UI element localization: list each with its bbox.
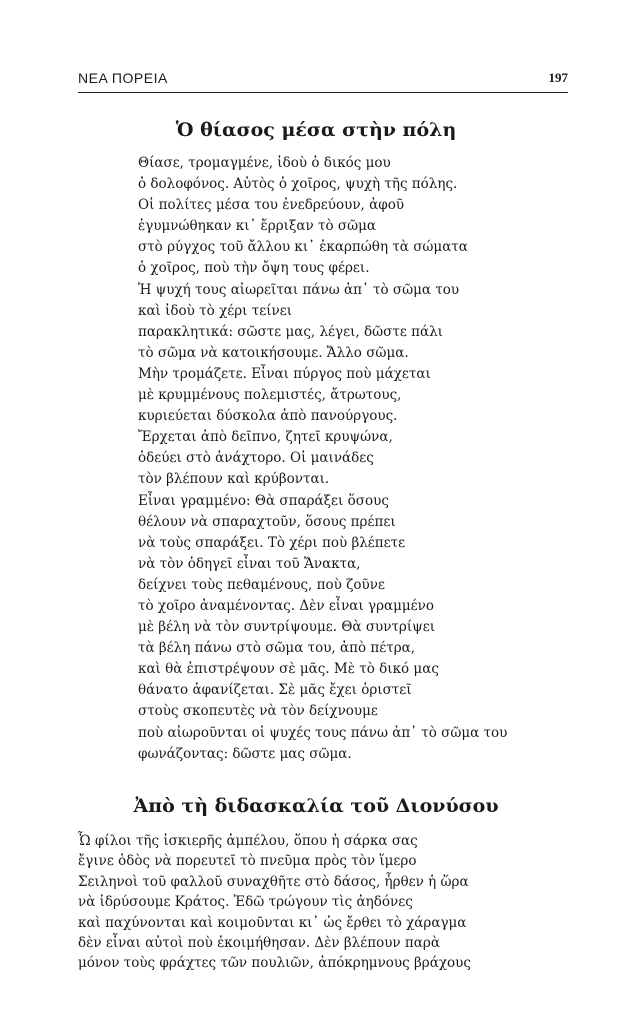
poem-line: νὰ ἱδρύσουμε Κράτος. Ἐδῶ τρώγουν τὶς ἀηδόνες	[78, 894, 413, 911]
poem-line: Μὴν τρομάζετε. Εἶναι πύργος ποὺ μάχεται	[138, 365, 431, 382]
poem-line: καὶ ἰδοὺ τὸ χέρι τείνει	[138, 302, 293, 319]
poem-line: κυριεύεται δύσκολα ἀπὸ πανούργους.	[138, 408, 398, 425]
poem-line: Ἡ ψυχή τους αἰωρεῖται πάνω ἀπ᾽ τὸ σῶμα του	[138, 281, 460, 298]
poem-line: τὰ βέλη πάνω στὸ σῶμα του, ἀπὸ πέτρα,	[138, 640, 416, 657]
poem-line: δὲν εἶναι αὐτοὶ ποὺ ἐκοιμήθησαν. Δὲν βλέπουν παρὰ	[78, 934, 440, 951]
poem-line: φωνάζοντας: δῶστε μας σῶμα.	[138, 745, 352, 762]
poem-line: Εἶναι γραμμένο: Θὰ σπαράξει ὅσους	[138, 492, 389, 509]
poem-line: νὰ τοὺς σπαράξει. Τὸ χέρι ποὺ βλέπετε	[138, 534, 406, 551]
poem-body	[78, 831, 578, 974]
poem-line: Σειληνοὶ τοῦ φαλλοῦ συναχθῆτε στὸ δάσος, ἦρθεν ἡ ὥρα	[78, 873, 469, 890]
poem-line: Ἔρχεται ἀπὸ δεῖπνο, ζητεῖ κρυψώνα,	[138, 429, 393, 446]
page-number: 197	[548, 70, 568, 85]
poem-line: ἔγινε ὁδὸς νὰ πορευτεῖ τὸ πνεῦμα πρὸς τὸν ἵμερο	[78, 853, 417, 870]
poem-line: στοὺς σκοπευτὲς νὰ τὸν δείχνουμε	[138, 703, 378, 720]
running-head	[78, 70, 568, 92]
poem-title: Ἀπὸ τὴ διδασκαλία τοῦ Διονύσου	[133, 795, 499, 817]
poem-line: ποὺ αἰωροῦνται οἱ ψυχές τους πάνω ἀπ᾽ τὸ σῶμα του	[138, 724, 508, 741]
journal-title: ΝΕΑ ΠΟΡΕΙΑ	[78, 70, 168, 86]
poem-line: νὰ τὸν ὁδηγεῖ εἶναι τοῦ Ἄνακτα,	[138, 555, 361, 572]
poem-line: καὶ θὰ ἐπιστρέψουν σὲ μᾶς. Μὲ τὸ δικό μας	[138, 661, 439, 678]
poem-line: τὸ σῶμα νὰ κατοικήσουμε. Ἄλλο σῶμα.	[138, 344, 409, 361]
poem-line: μὲ κρυμμένους πολεμιστές, ἄτρωτους,	[138, 387, 402, 404]
poem-line: Θίασε, τρομαγμένε, ἰδοὺ ὁ δικός μου	[138, 155, 391, 171]
poem-line: στὸ ρύγχος τοῦ ἄλλου κι᾽ ἐκαρπώθη τὰ σώματα	[138, 239, 468, 256]
poem-line: παρακλητικά: σῶστε μας, λέγει, δῶστε πάλι	[138, 323, 443, 340]
poem-title: Ὁ θίασος μέσα στὴν πόλη	[175, 119, 457, 141]
poem-line: Ὦ φίλοι τῆς ἰσκιερῆς ἀμπέλου, ὅπου ἡ σάρκα σας	[78, 833, 418, 849]
poem-line: μὲ βέλη νὰ τὸν συντρίψουμε. Θὰ συντρίψει	[138, 619, 436, 636]
poem-line: θάνατο ἀφανίζεται. Σὲ μᾶς ἔχει ὁριστεῖ	[138, 682, 412, 699]
poem-line: ὁδεύει στὸ ἀνάχτορο. Οἱ μαινάδες	[138, 450, 374, 467]
poem-line: τὸν βλέπουν καὶ κρύβονται.	[138, 471, 330, 488]
poem-line: ἐγυμνώθηκαν κι᾽ ἔρριξαν τὸ σῶμα	[138, 218, 377, 235]
poem-line: καὶ παχύνονται καὶ κοιμοῦνται κι᾽ ὡς ἔρθει τὸ χάραγμα	[78, 914, 467, 931]
poem-line: τὸ χοῖρο ἀναμένοντας. Δὲν εἶναι γραμμένο	[138, 597, 435, 614]
poem-body	[138, 153, 608, 765]
poem-line: μόνον τοὺς φράχτες τῶν πουλιῶν, ἀπόκρημνους βράχους	[78, 955, 471, 972]
poem-line: δείχνει τοὺς πεθαμένους, ποὺ ζοῦνε	[138, 576, 385, 593]
poem-line: ὁ χοῖρος, ποὺ τὴν ὄψη τους φέρει.	[138, 260, 370, 277]
poem-line: Οἱ πολίτες μέσα του ἐνεδρεύουν, ἀφοῦ	[138, 197, 405, 214]
header-rule	[78, 92, 568, 93]
poem-line: ὁ δολοφόνος. Αὐτὸς ὁ χοῖρος, ψυχὴ τῆς πόλης.	[138, 176, 458, 193]
poem-line: θέλουν νὰ σπαραχτοῦν, ὅσους πρέπει	[138, 513, 396, 530]
